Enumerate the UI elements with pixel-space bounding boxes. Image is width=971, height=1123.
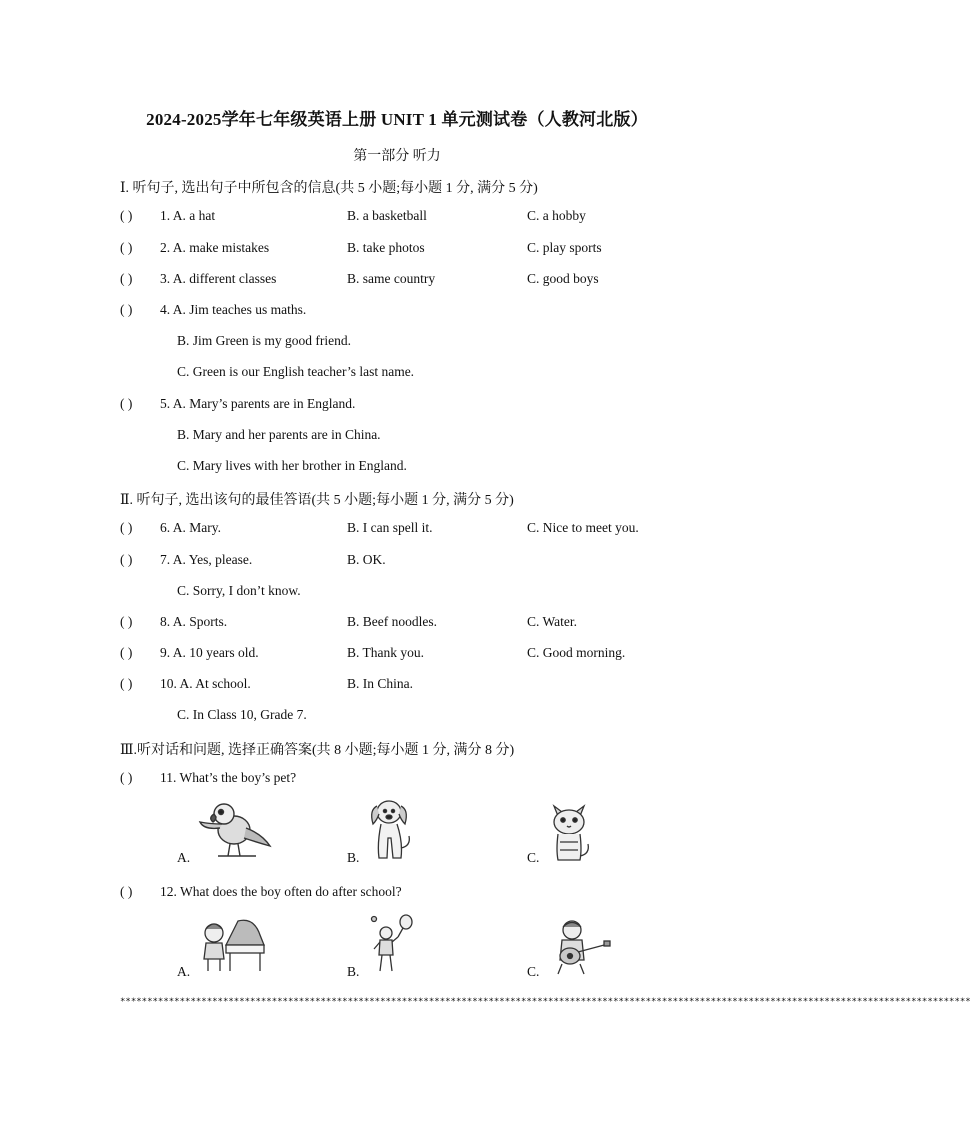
q11-label-c: C. [527, 850, 540, 865]
page-title: 2024-2025学年七年级英语上册 UNIT 1 单元测试卷（人教河北版） [146, 110, 648, 129]
section-3-heading: Ⅲ.听对话和问题, 选择正确答案(共 8 小题;每小题 1 分, 满分 8 分) [120, 743, 515, 758]
q4-option-a: 4. A. Jim teaches us maths. [160, 302, 307, 317]
q2-option-c: C. play sports [527, 240, 602, 255]
q6-option-b: B. I can spell it. [347, 520, 433, 535]
section-2-heading: Ⅱ. 听句子, 选出该句的最佳答语(共 5 小题;每小题 1 分, 满分 5 分) [120, 493, 514, 508]
q9-option-c: C. Good morning. [527, 645, 626, 660]
q7-option-c: C. Sorry, I don’t know. [177, 583, 301, 598]
section-1-heading: Ⅰ. 听句子, 选出句子中所包含的信息(共 5 小题;每小题 1 分, 满分 5 分) [120, 181, 538, 196]
q8-option-b: B. Beef noodles. [347, 614, 437, 629]
q2-option-a: 2. A. make mistakes [160, 240, 270, 255]
q5-option-a: 5. A. Mary’s parents are in England. [160, 396, 356, 411]
q9-option-a: 9. A. 10 years old. [160, 645, 259, 660]
answer-blank[interactable]: ( ) [120, 884, 133, 899]
answer-blank[interactable]: ( ) [120, 396, 133, 411]
answer-blank[interactable]: ( ) [120, 240, 133, 255]
q1-option-b: B. a basketball [347, 208, 427, 223]
q10-option-c: C. In Class 10, Grade 7. [177, 707, 307, 722]
q11-stem: 11. What’s the boy’s pet? [160, 770, 297, 785]
answer-blank[interactable]: ( ) [120, 614, 133, 629]
q5-option-b: B. Mary and her parents are in China. [177, 427, 381, 442]
q11-label-b: B. [347, 850, 360, 865]
q7-option-b: B. OK. [347, 552, 386, 567]
q8-option-a: 8. A. Sports. [160, 614, 228, 629]
q6-option-a: 6. A. Mary. [160, 520, 221, 535]
part-title: 第一部分 听力 [353, 149, 441, 164]
q12-label-a: A. [177, 964, 191, 979]
boy-playing-piano-icon [198, 915, 268, 975]
answer-blank[interactable]: ( ) [120, 208, 133, 223]
q12-stem: 12. What does the boy often do after school? [160, 884, 402, 899]
dog-icon [367, 798, 413, 864]
q8-option-c: C. Water. [527, 614, 578, 629]
q1-option-a: 1. A. a hat [160, 208, 216, 223]
q3-option-c: C. good boys [527, 271, 599, 286]
q7-option-a: 7. A. Yes, please. [160, 552, 253, 567]
q10-option-b: B. In China. [347, 676, 413, 691]
q5-option-c: C. Mary lives with her brother in England. [177, 458, 407, 473]
q12-label-b: B. [347, 964, 360, 979]
answer-blank[interactable]: ( ) [120, 770, 133, 785]
divider-stars: ************************************************************************************************************************************************************* [120, 997, 971, 1007]
answer-blank[interactable]: ( ) [120, 552, 133, 567]
boy-playing-badminton-icon [366, 913, 416, 977]
q4-option-c: C. Green is our English teacher’s last name. [177, 364, 415, 379]
q6-option-c: C. Nice to meet you. [527, 520, 639, 535]
boy-playing-guitar-icon [548, 918, 612, 976]
q12-label-c: C. [527, 964, 540, 979]
answer-blank[interactable]: ( ) [120, 676, 133, 691]
q10-option-a: 10. A. At school. [160, 676, 251, 691]
q4-option-b: B. Jim Green is my good friend. [177, 333, 351, 348]
q1-option-c: C. a hobby [527, 208, 586, 223]
q2-option-b: B. take photos [347, 240, 425, 255]
parrot-icon [196, 800, 272, 862]
q11-label-a: A. [177, 850, 191, 865]
answer-blank[interactable]: ( ) [120, 520, 133, 535]
answer-blank[interactable]: ( ) [120, 271, 133, 286]
q3-option-a: 3. A. different classes [160, 271, 277, 286]
q3-option-b: B. same country [347, 271, 436, 286]
q9-option-b: B. Thank you. [347, 645, 424, 660]
answer-blank[interactable]: ( ) [120, 645, 133, 660]
cat-icon [546, 800, 592, 864]
answer-blank[interactable]: ( ) [120, 302, 133, 317]
